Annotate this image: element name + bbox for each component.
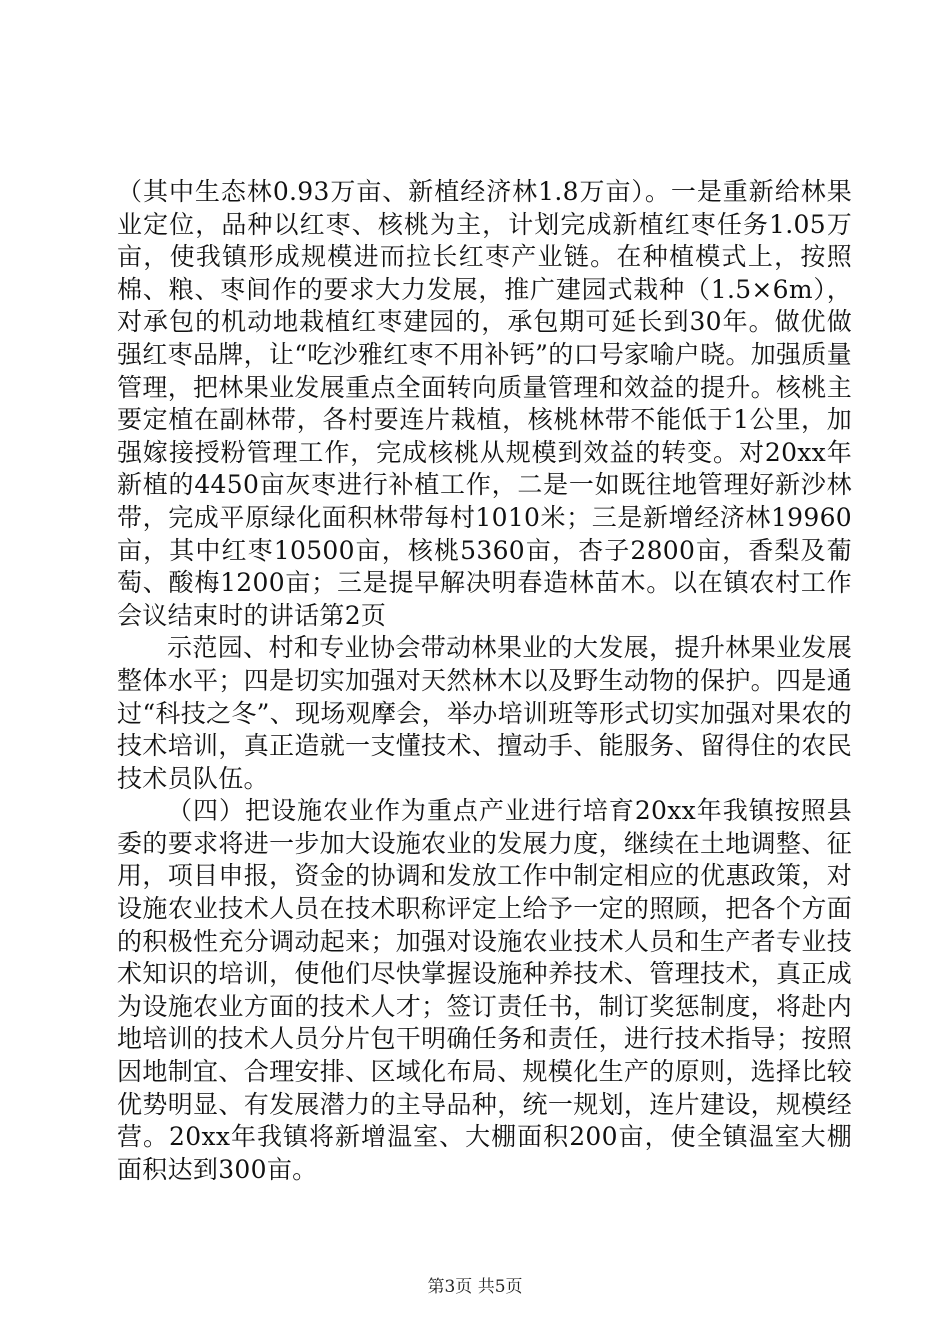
document-body	[117, 176, 852, 1186]
page-footer: 第3页 共5页	[427, 1277, 523, 1297]
paragraph-2: 示范园、村和专业协会带动林果业的大发展，提升林果业发展整体水平；四是切实加强对天然林木以及野生动物的保护。四是通过“科技之冬”、现场观摩会，举办培训班等形式切实加强对果农的技术培训，真正造就一支懂技术、擅动手、能服务、留得住的农民技术员队伍。	[117, 633, 852, 793]
paragraph-3: （四）把设施农业作为重点产业进行培育20xx年我镇按照县委的要求将进一步加大设施农业的发展力度，继续在土地调整、征用，项目申报，资金的协调和发放工作中制定相应的优惠政策，对设施农业技术人员在技术职称评定上给予一定的照顾，把各个方面的积极性充分调动起来；加强对设施农业技术人员和生产者专业技术知识的培训，使他们尽快掌握设施种养技术、管理技术，真正成为设施农业方面的技术人才；签订责任书，制订奖惩制度，将赴内地培训的技术人员分片包干明确任务和责任，进行技术指导；按照因地制宜、合理安排、区域化布局、规模化生产的原则，选择比较优势明显、有发展潜力的主导品种，统一规划，连片建设，规模经营。20xx年我镇将新增温室、大棚面积200亩，使全镇温室大棚面积达到300亩。	[117, 796, 852, 1184]
paragraph-1: （其中生态林0.93万亩、新植经济林1.8万亩）。一是重新给林果业定位，品种以红枣、核桃为主，计划完成新植红枣任务1.05万亩，使我镇形成规模进而拉长红枣产业链。在种植模式上，按照棉、粮、枣间作的要求大力发展，推广建园式栽种（1.5×6m），对承包的机动地栽植红枣建园的，承包期可延长到30年。做优做强红枣品牌，让“吃沙雅红枣不用补钙”的口号家喻户晓。加强质量管理，把林果业发展重点全面转向质量管理和效益的提升。核桃主要定植在副林带，各村要连片栽植，核桃林带不能低于1公里，加强嫁接授粉管理工作，完成核桃从规模到效益的转变。对20xx年新植的4450亩灰枣进行补植工作，二是一如既往地管理好新沙林带，完成平原绿化面积林带每村1010米；三是新增经济林19960亩，其中红枣10500亩，核桃5360亩，杏子2800亩，香梨及葡萄、酸梅1200亩；三是提早解决明春造林苗木。以在镇农村工作会议结束时的讲话第2页	[117, 177, 852, 630]
